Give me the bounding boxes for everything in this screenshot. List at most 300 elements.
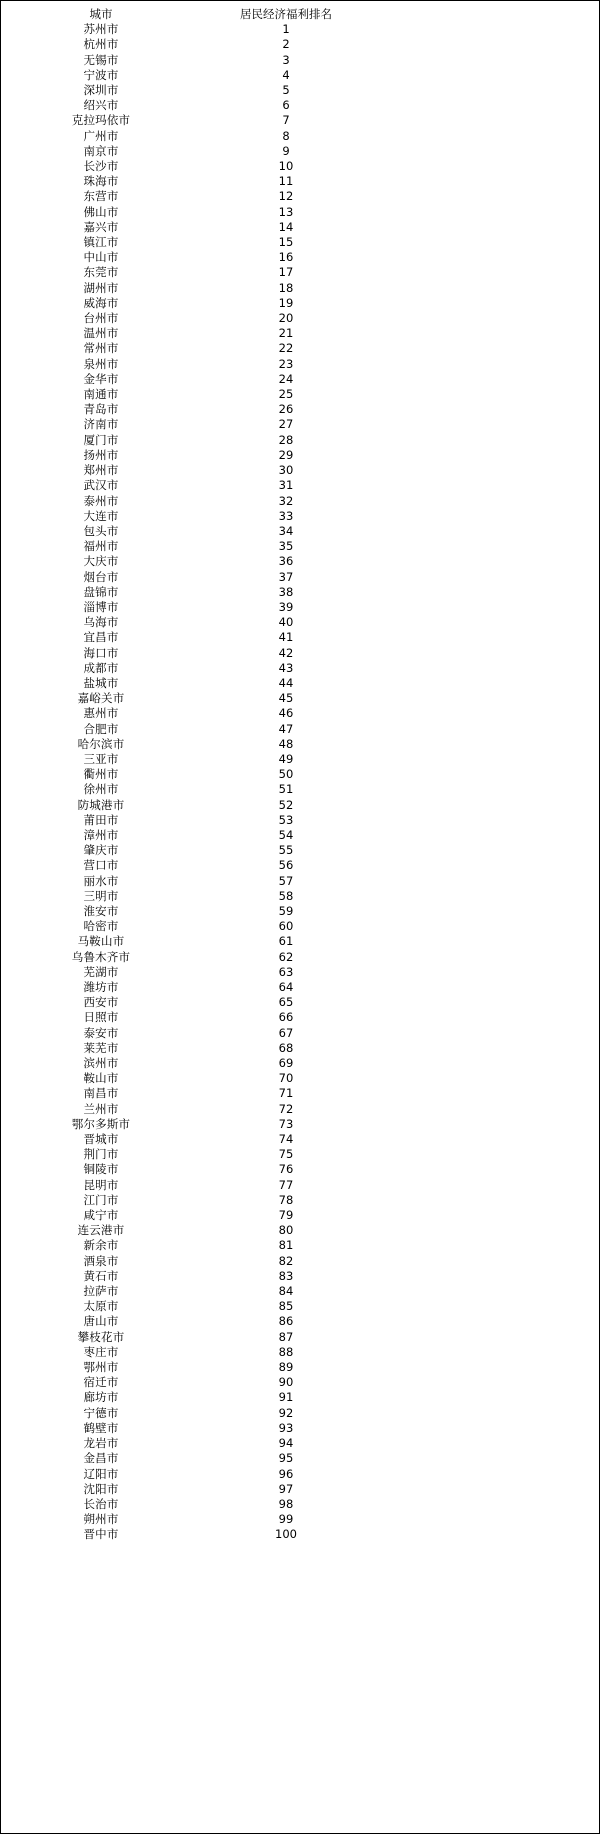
table-row — [1, 1071, 371, 1086]
cell-rank: 27 — [278, 417, 294, 432]
cell-rank: 76 — [278, 1162, 294, 1177]
cell-city: 泰州市 — [83, 493, 119, 508]
table-row — [1, 1010, 371, 1025]
table-row — [1, 281, 371, 296]
cell-rank: 57 — [278, 873, 294, 888]
cell-city: 杭州市 — [83, 37, 119, 52]
table-row — [1, 1527, 371, 1542]
table-row — [1, 159, 371, 174]
table-row — [1, 1178, 371, 1193]
table-row — [1, 220, 371, 235]
table-row — [1, 1345, 371, 1360]
cell-city: 深圳市 — [83, 83, 119, 98]
cell-city: 宁德市 — [83, 1405, 119, 1420]
cell-rank: 89 — [278, 1360, 294, 1375]
cell-city: 鄂州市 — [83, 1360, 119, 1375]
cell-rank: 2 — [282, 37, 290, 52]
table-row — [1, 889, 371, 904]
table-row — [1, 570, 371, 585]
table-row — [1, 1086, 371, 1101]
table-row — [1, 296, 371, 311]
cell-city: 泉州市 — [83, 356, 119, 371]
cell-rank: 15 — [278, 235, 294, 250]
table-row — [1, 1497, 371, 1512]
table-row — [1, 1482, 371, 1497]
cell-rank: 3 — [282, 52, 290, 67]
cell-city: 淄博市 — [83, 599, 119, 614]
cell-rank: 46 — [278, 706, 294, 721]
table-row — [1, 1254, 371, 1269]
cell-rank: 75 — [278, 1147, 294, 1162]
table-row — [1, 144, 371, 159]
table-row — [1, 934, 371, 949]
cell-city: 珠海市 — [83, 174, 119, 189]
cell-city: 南通市 — [83, 387, 119, 402]
table-row — [1, 113, 371, 128]
cell-city: 济南市 — [83, 417, 119, 432]
table-row — [1, 53, 371, 68]
cell-city: 温州市 — [83, 326, 119, 341]
cell-rank: 97 — [278, 1481, 294, 1496]
cell-rank: 86 — [278, 1314, 294, 1329]
cell-rank: 41 — [278, 630, 294, 645]
cell-city: 肇庆市 — [83, 843, 119, 858]
cell-rank: 81 — [278, 1238, 294, 1253]
table-row — [1, 737, 371, 752]
table-row — [1, 904, 371, 919]
cell-rank: 92 — [278, 1405, 294, 1420]
cell-city: 烟台市 — [83, 569, 119, 584]
cell-rank: 12 — [278, 189, 294, 204]
cell-rank: 99 — [278, 1512, 294, 1527]
cell-rank: 7 — [282, 113, 290, 128]
cell-city: 哈密市 — [83, 919, 119, 934]
cell-rank: 20 — [278, 311, 294, 326]
table-row — [1, 1117, 371, 1132]
cell-city: 日照市 — [83, 1010, 119, 1025]
cell-city: 福州市 — [83, 539, 119, 554]
cell-rank: 4 — [282, 67, 290, 82]
cell-city: 荆门市 — [83, 1147, 119, 1162]
rank-table-wrapper — [1, 7, 600, 1543]
cell-city: 黄石市 — [83, 1268, 119, 1283]
table-body — [1, 22, 371, 1542]
cell-city: 苏州市 — [83, 22, 119, 37]
table-row — [1, 1360, 371, 1375]
cell-rank: 70 — [278, 1071, 294, 1086]
cell-city: 东营市 — [83, 189, 119, 204]
table-row — [1, 1421, 371, 1436]
cell-rank: 69 — [278, 1056, 294, 1071]
cell-rank: 96 — [278, 1466, 294, 1481]
table-row — [1, 554, 371, 569]
cell-rank: 65 — [278, 995, 294, 1010]
cell-city: 莱芜市 — [83, 1040, 119, 1055]
cell-city: 中山市 — [83, 250, 119, 265]
table-row — [1, 858, 371, 873]
cell-city: 威海市 — [83, 295, 119, 310]
table-row — [1, 828, 371, 843]
cell-city: 鹤壁市 — [83, 1420, 119, 1435]
table-row — [1, 782, 371, 797]
table-row — [1, 1436, 371, 1451]
cell-city: 三明市 — [83, 888, 119, 903]
table-row — [1, 235, 371, 250]
cell-city: 三亚市 — [83, 751, 119, 766]
cell-city: 扬州市 — [83, 447, 119, 462]
cell-city: 泰安市 — [83, 1025, 119, 1040]
table-row — [1, 676, 371, 691]
table-row — [1, 950, 371, 965]
table-row — [1, 1193, 371, 1208]
cell-rank: 74 — [278, 1132, 294, 1147]
cell-city: 廊坊市 — [83, 1390, 119, 1405]
table-header — [1, 7, 371, 22]
city-welfare-rank-table — [1, 7, 371, 1543]
table-row — [1, 494, 371, 509]
cell-city: 连云港市 — [77, 1223, 125, 1238]
table-row — [1, 1330, 371, 1345]
column-header-city: 城市 — [89, 7, 113, 21]
table-row — [1, 813, 371, 828]
cell-rank: 58 — [278, 888, 294, 903]
cell-rank: 77 — [278, 1177, 294, 1192]
cell-city: 无锡市 — [83, 52, 119, 67]
cell-city: 昆明市 — [83, 1177, 119, 1192]
cell-city: 宁波市 — [83, 67, 119, 82]
cell-city: 营口市 — [83, 858, 119, 873]
cell-rank: 23 — [278, 356, 294, 371]
cell-rank: 88 — [278, 1344, 294, 1359]
cell-city: 包头市 — [83, 523, 119, 538]
cell-rank: 44 — [278, 675, 294, 690]
cell-city: 兰州市 — [83, 1101, 119, 1116]
table-row — [1, 661, 371, 676]
cell-city: 乌鲁木齐市 — [71, 949, 131, 964]
table-row — [1, 83, 371, 98]
cell-rank: 54 — [278, 827, 294, 842]
cell-city: 唐山市 — [83, 1314, 119, 1329]
cell-rank: 91 — [278, 1390, 294, 1405]
table-row — [1, 600, 371, 615]
cell-rank: 93 — [278, 1420, 294, 1435]
cell-rank: 17 — [278, 265, 294, 280]
table-row — [1, 1467, 371, 1482]
cell-rank: 8 — [282, 128, 290, 143]
cell-city: 哈尔滨市 — [77, 736, 125, 751]
cell-rank: 21 — [278, 326, 294, 341]
cell-rank: 100 — [275, 1527, 297, 1542]
cell-city: 常州市 — [83, 341, 119, 356]
cell-rank: 62 — [278, 949, 294, 964]
table-row — [1, 1056, 371, 1071]
cell-rank: 10 — [278, 159, 294, 174]
cell-city: 嘉峪关市 — [77, 691, 125, 706]
cell-rank: 24 — [278, 371, 294, 386]
cell-city: 漳州市 — [83, 827, 119, 842]
cell-rank: 5 — [282, 83, 290, 98]
table-row — [1, 965, 371, 980]
table-row — [1, 129, 371, 144]
cell-city: 佛山市 — [83, 204, 119, 219]
cell-city: 鄂尔多斯市 — [71, 1116, 131, 1131]
cell-rank: 78 — [278, 1192, 294, 1207]
cell-city: 武汉市 — [83, 478, 119, 493]
table-row — [1, 433, 371, 448]
table-row — [1, 448, 371, 463]
table-row — [1, 1299, 371, 1314]
table-row — [1, 919, 371, 934]
cell-city: 乌海市 — [83, 615, 119, 630]
cell-rank: 47 — [278, 721, 294, 736]
table-row — [1, 874, 371, 889]
cell-rank: 55 — [278, 843, 294, 858]
cell-city: 大庆市 — [83, 554, 119, 569]
cell-rank: 29 — [278, 447, 294, 462]
cell-rank: 94 — [278, 1436, 294, 1451]
table-row — [1, 1512, 371, 1527]
table-row — [1, 22, 371, 37]
table-row — [1, 524, 371, 539]
cell-rank: 63 — [278, 964, 294, 979]
cell-city: 厦门市 — [83, 432, 119, 447]
cell-city: 晋中市 — [83, 1527, 119, 1542]
cell-rank: 11 — [278, 174, 294, 189]
cell-rank: 56 — [278, 858, 294, 873]
cell-city: 合肥市 — [83, 721, 119, 736]
cell-rank: 95 — [278, 1451, 294, 1466]
cell-rank: 82 — [278, 1253, 294, 1268]
table-row — [1, 68, 371, 83]
table-row — [1, 1451, 371, 1466]
table-row — [1, 463, 371, 478]
table-row — [1, 387, 371, 402]
cell-rank: 28 — [278, 432, 294, 447]
table-header-row — [1, 7, 371, 22]
cell-city: 宿迁市 — [83, 1375, 119, 1390]
cell-rank: 52 — [278, 797, 294, 812]
table-row — [1, 1375, 371, 1390]
table-row — [1, 357, 371, 372]
cell-city: 宜昌市 — [83, 630, 119, 645]
cell-city: 大连市 — [83, 508, 119, 523]
cell-city: 晋城市 — [83, 1132, 119, 1147]
table-row — [1, 1102, 371, 1117]
cell-rank: 38 — [278, 584, 294, 599]
cell-city: 拉萨市 — [83, 1284, 119, 1299]
cell-rank: 32 — [278, 493, 294, 508]
cell-rank: 64 — [278, 980, 294, 994]
cell-city: 南京市 — [83, 143, 119, 158]
cell-rank: 83 — [278, 1268, 294, 1283]
cell-city: 铜陵市 — [83, 1162, 119, 1177]
cell-rank: 51 — [278, 782, 294, 797]
cell-rank: 30 — [278, 463, 294, 478]
table-row — [1, 509, 371, 524]
cell-city: 衢州市 — [83, 767, 119, 782]
cell-rank: 72 — [278, 1101, 294, 1116]
cell-rank: 40 — [278, 615, 294, 630]
cell-rank: 45 — [278, 691, 294, 706]
cell-city: 辽阳市 — [83, 1466, 119, 1481]
table-row — [1, 250, 371, 265]
table-row — [1, 995, 371, 1010]
table-row — [1, 311, 371, 326]
cell-rank: 85 — [278, 1299, 294, 1314]
cell-city: 郑州市 — [83, 463, 119, 478]
cell-city: 马鞍山市 — [77, 934, 125, 949]
cell-rank: 16 — [278, 250, 294, 265]
cell-rank: 13 — [278, 204, 294, 219]
cell-city: 镇江市 — [83, 235, 119, 250]
cell-rank: 80 — [278, 1223, 294, 1238]
cell-city: 莆田市 — [83, 812, 119, 827]
cell-rank: 61 — [278, 934, 294, 949]
table-row — [1, 1284, 371, 1299]
cell-city: 绍兴市 — [83, 98, 119, 113]
cell-city: 枣庄市 — [83, 1344, 119, 1359]
cell-city: 金华市 — [83, 371, 119, 386]
table-row — [1, 265, 371, 280]
table-row — [1, 980, 371, 995]
cell-city: 嘉兴市 — [83, 219, 119, 234]
cell-rank: 42 — [278, 645, 294, 660]
cell-rank: 36 — [278, 554, 294, 569]
table-row — [1, 752, 371, 767]
table-row — [1, 402, 371, 417]
cell-rank: 43 — [278, 660, 294, 675]
table-row — [1, 341, 371, 356]
table-row — [1, 1132, 371, 1147]
cell-city: 沈阳市 — [83, 1481, 119, 1496]
cell-rank: 14 — [278, 219, 294, 234]
cell-rank: 50 — [278, 767, 294, 782]
cell-rank: 79 — [278, 1208, 294, 1223]
cell-rank: 48 — [278, 736, 294, 751]
cell-rank: 35 — [278, 539, 294, 554]
cell-city: 惠州市 — [83, 706, 119, 721]
cell-city: 海口市 — [83, 645, 119, 660]
table-row — [1, 1147, 371, 1162]
table-row — [1, 706, 371, 721]
cell-city: 淮安市 — [83, 903, 119, 918]
cell-rank: 67 — [278, 1025, 294, 1040]
cell-rank: 33 — [278, 508, 294, 523]
table-row — [1, 539, 371, 554]
cell-city: 盐城市 — [83, 675, 119, 690]
table-row — [1, 615, 371, 630]
cell-rank: 53 — [278, 812, 294, 827]
table-row — [1, 722, 371, 737]
cell-city: 盘锦市 — [83, 584, 119, 599]
cell-city: 酒泉市 — [83, 1253, 119, 1268]
cell-rank: 1 — [282, 22, 290, 37]
table-row — [1, 189, 371, 204]
table-row — [1, 174, 371, 189]
table-row — [1, 585, 371, 600]
table-row — [1, 646, 371, 661]
cell-city: 太原市 — [83, 1299, 119, 1314]
cell-city: 南昌市 — [83, 1086, 119, 1101]
table-row — [1, 1269, 371, 1284]
cell-city: 新余市 — [83, 1238, 119, 1253]
cell-city: 台州市 — [83, 311, 119, 326]
cell-city: 攀枝花市 — [77, 1329, 125, 1344]
table-row — [1, 1041, 371, 1056]
cell-rank: 31 — [278, 478, 294, 493]
cell-city: 朔州市 — [83, 1512, 119, 1527]
cell-city: 克拉玛依市 — [71, 113, 131, 128]
cell-rank: 84 — [278, 1284, 294, 1299]
table-row — [1, 843, 371, 858]
table-row — [1, 417, 371, 432]
cell-city: 湖州市 — [83, 280, 119, 295]
cell-rank: 37 — [278, 569, 294, 584]
cell-city: 长治市 — [83, 1496, 119, 1511]
table-row — [1, 372, 371, 387]
cell-rank: 34 — [278, 523, 294, 538]
cell-city: 龙岩市 — [83, 1436, 119, 1451]
cell-rank: 19 — [278, 295, 294, 310]
table-row — [1, 1162, 371, 1177]
table-row — [1, 767, 371, 782]
cell-city: 咸宁市 — [83, 1208, 119, 1223]
table-row — [1, 798, 371, 813]
column-header-rank: 居民经济福利排名 — [240, 7, 332, 21]
cell-city: 青岛市 — [83, 402, 119, 417]
cell-rank: 60 — [278, 919, 294, 934]
cell-city: 金昌市 — [83, 1451, 119, 1466]
cell-rank: 9 — [282, 143, 290, 158]
cell-city: 滨州市 — [83, 1056, 119, 1071]
cell-rank: 59 — [278, 903, 294, 918]
table-row — [1, 37, 371, 52]
cell-city: 东莞市 — [83, 265, 119, 280]
cell-rank: 6 — [282, 98, 290, 113]
cell-rank: 66 — [278, 1010, 294, 1025]
cell-city: 潍坊市 — [83, 980, 119, 994]
table-row — [1, 1390, 371, 1405]
table-row — [1, 691, 371, 706]
table-row — [1, 326, 371, 341]
cell-rank: 18 — [278, 280, 294, 295]
table-row — [1, 1208, 371, 1223]
cell-city: 江门市 — [83, 1192, 119, 1207]
cell-rank: 49 — [278, 751, 294, 766]
cell-city: 芜湖市 — [83, 964, 119, 979]
table-row — [1, 1026, 371, 1041]
cell-rank: 68 — [278, 1040, 294, 1055]
cell-city: 徐州市 — [83, 782, 119, 797]
table-row — [1, 205, 371, 220]
cell-rank: 87 — [278, 1329, 294, 1344]
cell-city: 成都市 — [83, 660, 119, 675]
table-row — [1, 478, 371, 493]
cell-city: 丽水市 — [83, 873, 119, 888]
cell-rank: 22 — [278, 341, 294, 356]
table-row — [1, 1238, 371, 1253]
table-row — [1, 630, 371, 645]
cell-rank: 90 — [278, 1375, 294, 1390]
cell-rank: 25 — [278, 387, 294, 402]
table-row — [1, 1223, 371, 1238]
cell-rank: 73 — [278, 1116, 294, 1131]
table-row — [1, 98, 371, 113]
table-row — [1, 1314, 371, 1329]
cell-city: 长沙市 — [83, 159, 119, 174]
cell-city: 西安市 — [83, 995, 119, 1010]
cell-rank: 71 — [278, 1086, 294, 1101]
